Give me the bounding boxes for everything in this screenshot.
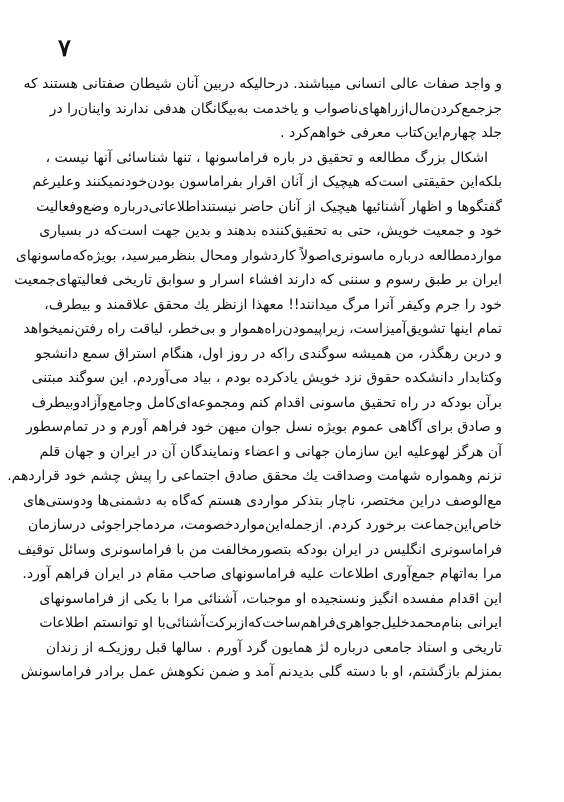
text-line: وکتابدار دانشکده حقوق نزد خویش یادکرده بودم ، بیاد می‌آوردم. این سوگند مبتنی <box>31 370 502 386</box>
body-text <box>7 72 502 685</box>
text-line: بمنزلم بازگشتم، او با دسته گلی بدیدنم آمد و ضمن نکوهش عمل برادر فراماسونش <box>20 664 502 680</box>
text-line: جزجمع‌کردن‌مال‌ازراههای‌ناصواب و یاخدمت به‌بیگانگان هدفی ندارند واینان‌را در <box>49 100 502 117</box>
text-line: و صادق برای آگاهی عموم بویژه نسل جوان میهن خود فراهم آورم و در تمام‌سطور <box>25 419 502 435</box>
text-line: آن هرگز لهوعلیه این سازمان جهانی و اعضاء ونمایندگان آن در ایران و جهان قلم <box>39 443 502 460</box>
text-line: نزنم وهمواره شهامت وصداقت یك محقق صادق اجتماعی را پیش چشم خود قراردهم. <box>7 468 502 484</box>
text-line: مواردمطالعه درباره ماسونری‌اصولاً کاردشوار ومحال بنظرمیرسید، بویژه‌که‌ماسونهای <box>15 247 502 264</box>
text-line: بر‌آن بودکه در راه تحقیق ماسونی اقدام کنم ومجموعه‌ای‌کامل وجامع‌وآزادوبیطرف <box>31 394 502 411</box>
text-line: تمام اینها تشویق‌آمیزاست، زیراپیمودن‌راه‌هموار و بی‌خطر، لیاقت راه رفتن‌نمیخواهد <box>23 321 502 337</box>
text-line: ایرانی بنام‌محمدخلیل‌جواهری‌فراهم‌ساخت‌که‌ازبرکت‌آشنائی‌با او توانستم اطلاعات <box>39 615 502 631</box>
text-line: مرا به‌اتهام جمع‌آوری اطلاعات علیه فراماسونهای صاحب مقام در ایران فراهم آورد. <box>22 566 502 582</box>
text-line: ایران بر طبق رسوم و سننی که دارند افشاء اسرار و سوابق تاریخی فعالیتهای‌جمعیت <box>14 272 502 288</box>
text-line: این اقدام مفسده انگیز ونسنجیده او موجبات، آشنائی مرا با یکی از فراماسونهای <box>39 590 502 607</box>
page-number: ۷ <box>58 33 71 62</box>
text-line: گفتگوها و اظهار آشنائیها هیچیک از آنان حاضر نیستنداطلاعاتی‌درباره وضع‌وفعالیت <box>36 198 502 215</box>
text-line: فراماسونری انگلیس در ایران بودکه بتصورمخالفت من با فراماسونری وسائل توقیف <box>17 541 502 558</box>
text-line: خاص‌این‌جماعت برخورد کردم. ازجمله‌این‌مواردخصومت، مردماجراجوئی درسازمان <box>27 517 502 533</box>
text-line: خود را جرم وکیفر آنرا مرگ میدانند!! معهذا ازنظر یك محقق علاقمند و بیطرف، <box>44 296 502 313</box>
text-line: و واجد صفات عالی انسانی میباشند. درحالیکه دربین آنان شیطان صفتانی هستند که <box>23 76 502 92</box>
text-line: تاریخی و اسناد جامعی درباره لژ همایون گرد آورم . سالها قبل روزیکـه از زندان <box>45 639 502 656</box>
text-line: اشکال بزرگ مطالعه و تحقیق در باره فراماسونها ، تنها شناسائی آنها نیست ، <box>45 149 488 166</box>
text-line: بلکه‌این حقیقتی است‌که هیچیک از آنان اقرار بفراماسون بودن‌خودنمیکنند وعلیرغم <box>32 174 502 190</box>
text-line: و دربن رهگذر، من همیشه سوگندی راکه در روز اول، هنگام استراق سمع دانشجو <box>35 345 502 362</box>
text-line: جلد چهارم‌این‌کتاب معرفی خواهم‌کرد . <box>280 125 502 141</box>
text-line: خود و جمعیت خویش، حتی به تحقیق‌کننده بدهند و بدین جهت است‌که در بسیاری <box>39 223 502 239</box>
text-line: مع‌الوصف دراین مختصر، ناچار بتذکر مواردی هستم که‌گاه به دشمنی‌ها ودوستی‌های <box>23 492 502 509</box>
